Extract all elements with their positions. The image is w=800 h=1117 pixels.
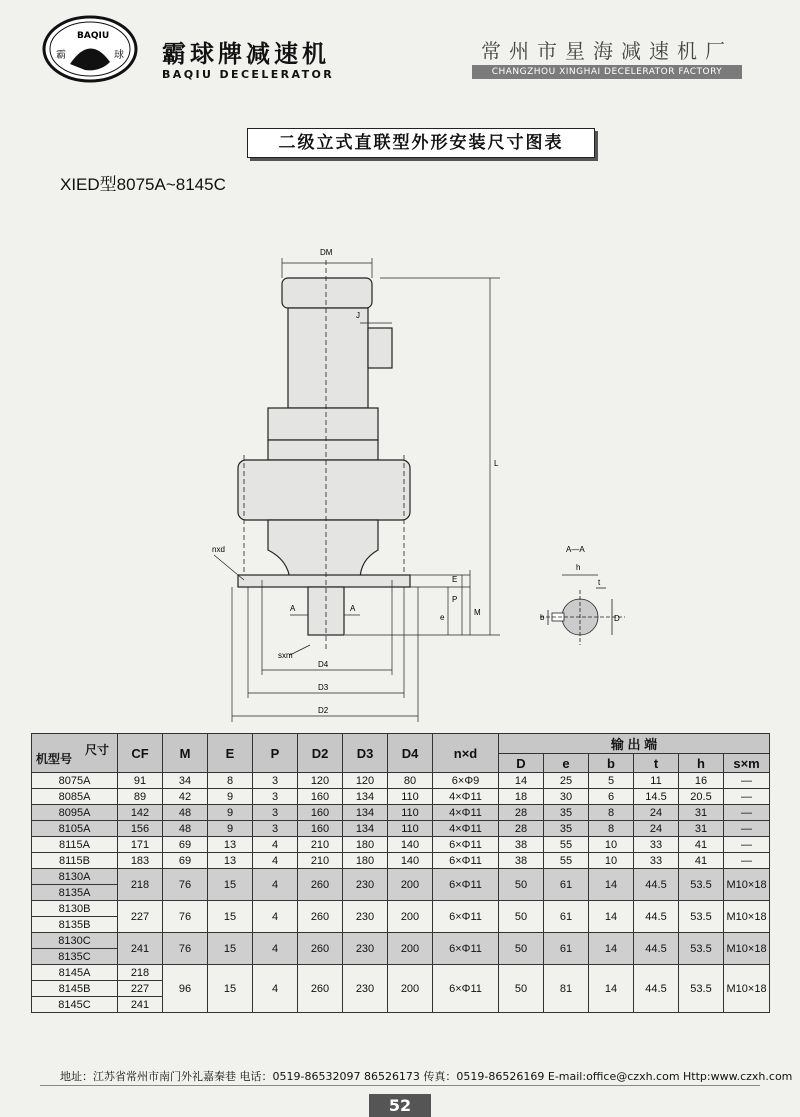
reducer-drawing bbox=[0, 230, 800, 730]
table-row: 8135C bbox=[32, 949, 770, 965]
label-d4: D4 bbox=[318, 660, 329, 669]
label-j: J bbox=[356, 311, 360, 320]
table-row: 8095A 142 48 9 3 160 134 110 4×Φ11 28 35 8 24 31 — bbox=[32, 805, 770, 821]
col-out-d: D bbox=[499, 754, 544, 773]
table-row: 8130C 241 76 15 4 260 230 200 6×Φ11 50 61 14 44.5 53.5 M10×18 bbox=[32, 933, 770, 949]
table-row: 8085A 89 42 9 3 160 134 110 4×Φ11 18 30 6 14.5 20.5 — bbox=[32, 789, 770, 805]
factory-box bbox=[472, 33, 742, 79]
corner-bottom: 机型号 bbox=[36, 752, 73, 766]
brand-name-en: BAQIU DECELERATOR bbox=[162, 68, 335, 81]
col-nxd: n×d bbox=[433, 734, 499, 773]
factory-name-en: CHANGZHOU XINGHAI DECELERATOR FACTORY bbox=[472, 65, 742, 79]
label-l: L bbox=[494, 459, 499, 468]
col-m: M bbox=[163, 734, 208, 773]
col-d4: D4 bbox=[388, 734, 433, 773]
label-m: M bbox=[474, 608, 481, 617]
table-row: 8135A bbox=[32, 885, 770, 901]
label-b: b bbox=[540, 613, 545, 622]
table-row: 8135B bbox=[32, 917, 770, 933]
page-title: 二级立式直联型外形安装尺寸图表 bbox=[247, 128, 595, 158]
table-row: 8130A 218 76 15 4 260 230 200 6×Φ11 50 61 14 44.5 53.5 M10×18 bbox=[32, 869, 770, 885]
table-row: 8130B 227 76 15 4 260 230 200 6×Φ11 50 61 14 44.5 53.5 M10×18 bbox=[32, 901, 770, 917]
dimension-table bbox=[31, 733, 770, 1013]
col-out-h: h bbox=[679, 754, 724, 773]
col-output-group: 输 出 端 bbox=[499, 734, 770, 754]
label-p: P bbox=[452, 595, 458, 604]
section-view bbox=[540, 575, 625, 645]
label-e-cap: E bbox=[452, 575, 458, 584]
col-e-cap: E bbox=[208, 734, 253, 773]
table-row: 8105A 156 48 9 3 160 134 110 4×Φ11 28 35 8 24 31 — bbox=[32, 821, 770, 837]
table-row: 8075A 91 34 8 3 120 120 80 6×Φ9 14 25 5 11 16 — bbox=[32, 773, 770, 789]
svg-text:霸: 霸 bbox=[56, 50, 66, 61]
table-row: 8115B 183 69 13 4 210 180 140 6×Φ11 38 55 10 33 41 — bbox=[32, 853, 770, 869]
table-row: 8115A 171 69 13 4 210 180 140 6×Φ11 38 55 10 33 41 — bbox=[32, 837, 770, 853]
col-out-sxm: s×m bbox=[724, 754, 770, 773]
label-t: t bbox=[598, 578, 601, 587]
page-number: 52 bbox=[369, 1094, 431, 1117]
model-title: XIED型8075A~8145C bbox=[60, 175, 226, 194]
brand-name-cn: 霸球牌减速机 bbox=[162, 40, 330, 68]
col-out-b: b bbox=[589, 754, 634, 773]
label-e: e bbox=[440, 613, 445, 622]
label-sxm: sxm bbox=[278, 651, 293, 660]
col-out-e: e bbox=[544, 754, 589, 773]
col-d3: D3 bbox=[343, 734, 388, 773]
footer-contact: 地址：江苏省常州市南门外礼嘉秦巷 电话：0519-86532097 86526173 传真：0519-86526169 E-mail:office@czxh.com Http:www.czxh.com bbox=[60, 1070, 793, 1083]
table-row: 8145C 241 bbox=[32, 997, 770, 1013]
label-h: h bbox=[576, 563, 581, 572]
table-row: 8145B 227 bbox=[32, 981, 770, 997]
label-dm: DM bbox=[320, 248, 333, 257]
page-header bbox=[0, 0, 800, 96]
col-cf: CF bbox=[118, 734, 163, 773]
table-row: 8145A 218 96 15 4 260 230 200 6×Φ11 50 81 14 44.5 53.5 M10×18 bbox=[32, 965, 770, 981]
baqiu-logo bbox=[40, 14, 140, 84]
col-p: P bbox=[253, 734, 298, 773]
label-section: A—A bbox=[566, 545, 585, 554]
svg-text:球: 球 bbox=[114, 50, 124, 61]
corner-header bbox=[32, 734, 118, 773]
factory-name-cn: 常州市星海减速机厂 bbox=[481, 39, 733, 63]
label-d2: D2 bbox=[318, 706, 329, 715]
footer-divider bbox=[40, 1085, 760, 1086]
svg-text:BAQIU: BAQIU bbox=[77, 31, 110, 41]
label-nxd: nxd bbox=[212, 545, 225, 554]
label-d3: D3 bbox=[318, 683, 329, 692]
label-a2: A bbox=[350, 604, 356, 613]
label-d: D bbox=[614, 614, 620, 623]
col-out-t: t bbox=[634, 754, 679, 773]
motor-body bbox=[238, 278, 410, 635]
col-d2: D2 bbox=[298, 734, 343, 773]
label-a1: A bbox=[290, 604, 296, 613]
corner-top: 尺寸 bbox=[84, 743, 109, 757]
